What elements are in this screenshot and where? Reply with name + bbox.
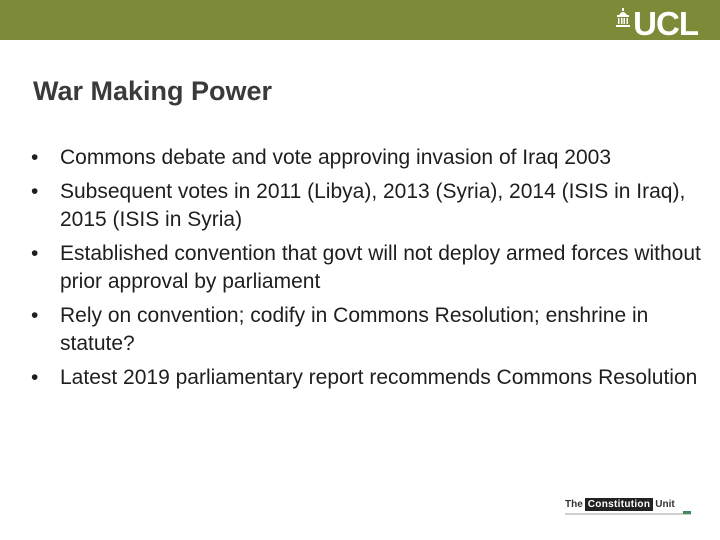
bullet-item <box>31 302 701 359</box>
bullet-item <box>31 144 701 173</box>
slide-title: War Making Power <box>33 76 273 106</box>
bullet-text: Commons debate and vote approving invasion of Iraq 2003 <box>60 146 612 169</box>
portico-icon <box>615 8 631 28</box>
ucl-logo <box>615 5 698 42</box>
bullet-dot: • <box>31 241 39 265</box>
bullet-dot: • <box>31 365 39 389</box>
bullet-item <box>31 240 701 297</box>
bullet-dot: • <box>31 303 39 327</box>
ucl-logo-text: UCL <box>633 5 698 42</box>
bullet-text: Latest 2019 parliamentary report recommends Commons Resolution <box>60 365 698 389</box>
bullet-item <box>31 364 701 393</box>
bullet-text: Rely on convention; codify in Commons Resolution; enshrine in statute? <box>60 303 649 355</box>
bullet-text: Subsequent votes in 2011 (Libya), 2013 (Syria), 2014 (ISIS in Iraq), 2015 (ISIS in Syria) <box>60 179 686 231</box>
logo-unit: Unit <box>655 498 675 510</box>
logo-underline <box>565 513 691 515</box>
logo-the: The <box>565 498 583 510</box>
logo-constitution: Constitution <box>585 498 653 511</box>
logo-accent <box>683 511 691 514</box>
bullet-text: Established convention that govt will not deploy armed forces without prior approval by parliament <box>60 241 701 293</box>
constitution-unit-logo <box>565 497 675 511</box>
bullet-list <box>31 144 701 397</box>
bullet-item <box>31 178 701 235</box>
header-bar <box>0 0 720 40</box>
bullet-dot: • <box>31 179 39 203</box>
bullet-dot: • <box>31 146 39 169</box>
